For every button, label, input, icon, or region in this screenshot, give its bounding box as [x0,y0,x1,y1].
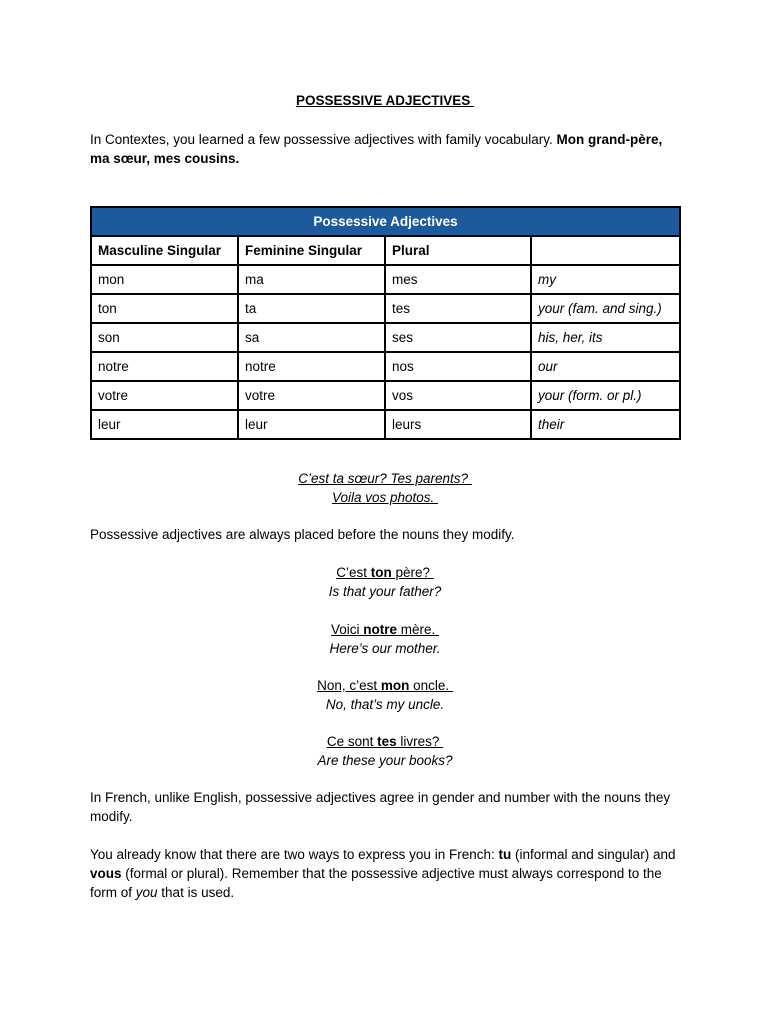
table-cell: nos [385,352,531,381]
table-cell-translation: your (form. or pl.) [531,381,680,410]
table-row [91,265,680,294]
table-cell: votre [91,381,238,410]
example-text: livres? [396,734,444,749]
example-line: C’est ta sœur? Tes parents? [298,471,472,486]
note-italic: you [135,885,158,900]
example-translation: No, that’s my uncle. [325,697,445,712]
table-row [91,352,680,381]
example-block [90,563,680,601]
example-sentence [90,732,680,751]
example-block [90,676,680,714]
note-text: You already know that there are two ways to express you in French: [90,847,499,862]
example-line: Voila vos photos. [331,490,439,505]
example-sentence [90,620,680,639]
example-translation: Is that your father? [328,584,442,599]
table-row [91,410,680,439]
note-bold: tu [498,847,512,862]
table-header-row [91,236,680,265]
table-cell: ton [91,294,238,323]
page-title: POSSESSIVE ADJECTIVES [295,93,475,108]
example-text: Ce sont [326,734,378,749]
table-cell: sa [238,323,385,352]
note-bold: vous [90,866,122,881]
column-header: Feminine Singular [238,236,385,265]
column-header [531,236,680,265]
you-note [90,845,680,902]
table-cell: leurs [385,410,531,439]
example-translation: Here’s our mother. [329,641,441,656]
table-cell: mon [91,265,238,294]
example-adjective: notre [363,622,397,637]
table-cell: vos [385,381,531,410]
table-row [91,381,680,410]
table-cell-translation: his, her, its [531,323,680,352]
example-text: Voici [330,622,364,637]
intro-text: In Contextes, you learned a few possessive adjectives with family vocabulary. [90,132,557,147]
example-adjective: tes [377,734,397,749]
table-cell: notre [238,352,385,381]
agreement-note: In French, unlike English, possessive adjectives agree in gender and number with the nouns they modify. [90,790,671,824]
example-text: mère. [397,622,440,637]
table-cell: ma [238,265,385,294]
table-cell-translation: our [531,352,680,381]
table-cell-translation: my [531,265,680,294]
intro-paragraph [90,130,680,168]
table-cell: ta [238,294,385,323]
table-row [91,294,680,323]
table-cell-translation: their [531,410,680,439]
table-cell: notre [91,352,238,381]
table-cell: leur [238,410,385,439]
table-row [91,323,680,352]
example-block [90,620,680,658]
example-text: oncle. [409,678,453,693]
note-text: (informal and singular) and [511,847,676,862]
table-cell: ses [385,323,531,352]
example-text: C’est [336,565,371,580]
table-examples [90,469,680,507]
table-cell: tes [385,294,531,323]
table-cell: son [91,323,238,352]
example-text: père? [391,565,434,580]
table-cell: mes [385,265,531,294]
intro-bold-examples: Mon grand-père, ma sœur, mes cousins. [90,132,663,166]
placement-note: Possessive adjectives are always placed before the nouns they modify. [90,527,515,542]
table-cell: leur [91,410,238,439]
column-header: Masculine Singular [91,236,238,265]
table-caption: Possessive Adjectives [91,207,680,236]
note-text: (formal or plural). Remember that the possessive adjective must always correspond to the form of [90,866,662,900]
example-sentence [90,563,680,582]
example-translation: Are these your books? [317,753,453,768]
possessive-adjectives-table [90,206,681,440]
table-cell-translation: your (fam. and sing.) [531,294,680,323]
example-block [90,732,680,770]
example-adjective: mon [380,678,410,693]
example-text: Non, c’est [317,678,381,693]
column-header: Plural [385,236,531,265]
table-cell: votre [238,381,385,410]
example-sentence [90,676,680,695]
note-text: that is used. [157,885,235,900]
example-adjective: ton [370,565,392,580]
